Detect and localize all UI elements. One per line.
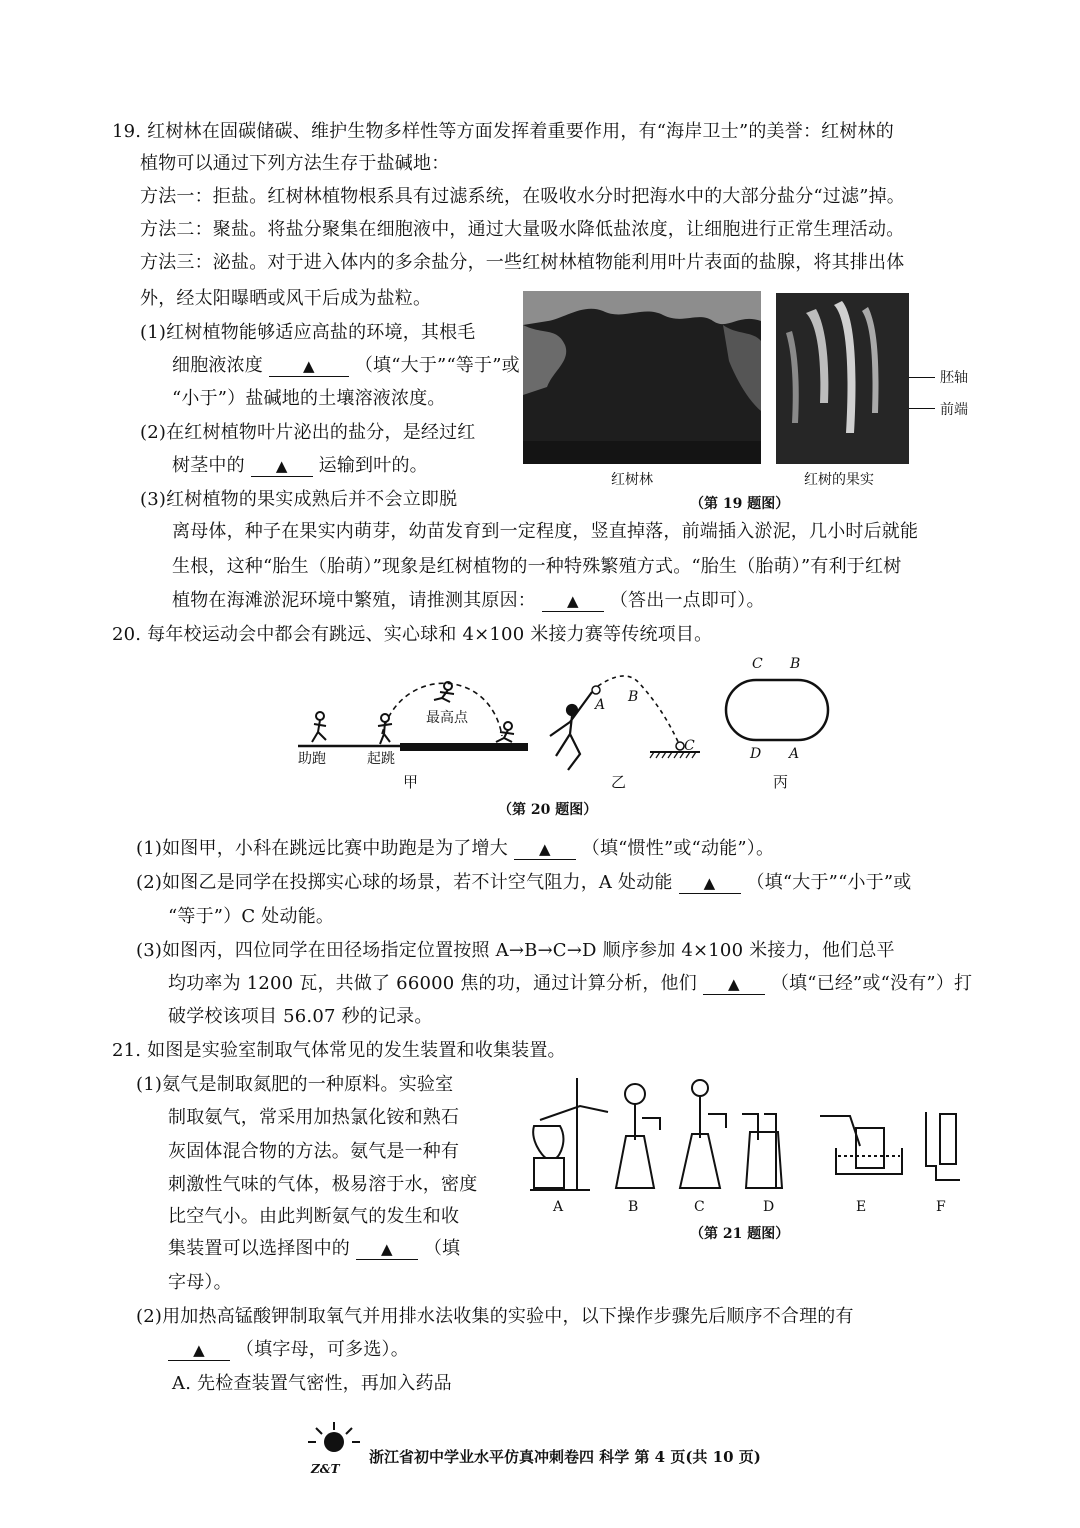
q20-sub2-cont: “等于”）C 处动能。 — [168, 906, 335, 927]
q19-sub1-line-a: (1)红树植物能够适应高盐的环境，其根毛 — [140, 322, 476, 343]
q19-line-1: 19. 红树林在固碳储碳、维护生物多样性等方面发挥着重要作用，有“海岸卫士”的美誉：红树林的 — [112, 121, 894, 142]
q19-sub1-line-b — [172, 355, 520, 377]
q19-figure-caption: （第 19 题图） — [690, 496, 790, 512]
blank-triangle-icon: ▲ — [703, 874, 716, 892]
q20-sub3-answer-blank[interactable] — [703, 974, 765, 995]
yi-point-c: C — [684, 738, 695, 754]
q20-sub2-text-pre: (2)如图乙是同学在投掷实心球的场景，若不计空气阻力，A 处动能 — [136, 872, 673, 893]
figure-bing-label: 丙 — [773, 773, 789, 791]
q19-sub2-text-pre: 树茎中的 — [172, 455, 245, 476]
q19-sub3-line-a: (3)红树植物的果实成熟后并不会立即脱 — [140, 489, 458, 510]
q20-sub3-line-b — [168, 973, 972, 995]
q20-sub1-text-post: （填“惯性”或“动能”）。 — [581, 838, 775, 859]
q20-intro: 20. 每年校运动会中都会有跳远、实心球和 4×100 米接力赛等传统项目。 — [112, 624, 713, 645]
q20-sub2-text-post: （填“大于”“小于”或 — [746, 872, 912, 893]
q19-sub2-line-a: (2)在红树植物叶片泌出的盐分，是经过红 — [140, 422, 476, 443]
blank-triangle-icon: ▲ — [303, 357, 315, 375]
q19-sub3-text-post: （答出一点即可）。 — [609, 590, 765, 611]
q21-sub1-answer-blank[interactable] — [356, 1239, 418, 1260]
track-diagram — [722, 670, 832, 750]
q19-sub1-text-post: （填“大于”“等于”或 — [354, 355, 520, 376]
q19-method-2: 方法二：聚盐。将盐分聚集在细胞液中，通过大量吸水降低盐浓度，让细胞进行正常生理活动。 — [140, 219, 905, 240]
q21-sub1-line-b: 制取氨气，常采用加热氯化铵和熟石 — [168, 1107, 460, 1128]
q20-sub1 — [136, 838, 774, 860]
apparatus-label-f: F — [936, 1199, 946, 1215]
apparatus-label-a: A — [553, 1199, 564, 1215]
bing-point-a: A — [789, 746, 800, 762]
q21-sub2-answer-blank[interactable] — [168, 1340, 230, 1361]
q20-sub3-text-post: （填“已经”或“没有”）打 — [770, 973, 973, 994]
q21-sub2-line-b — [168, 1339, 409, 1361]
q19-sub1-line-c: “小于”）盐碱地的土壤溶液浓度。 — [172, 388, 446, 409]
q21-sub1-line-a: (1)氨气是制取氮肥的一种原料。实验室 — [136, 1074, 454, 1095]
blank-triangle-icon: ▲ — [728, 975, 740, 993]
blank-triangle-icon: ▲ — [193, 1341, 205, 1359]
photo2-caption: 红树的果实 — [804, 472, 874, 488]
q21-sub1-text-pre: 集装置可以选择图中的 — [168, 1238, 350, 1259]
q20-sub3-line-a: (3)如图丙，四位同学在田径场指定位置按照 A→B→C→D 顺序参加 4×100 米接力，他们总平 — [136, 940, 895, 961]
jia-takeoff-label: 起跳 — [367, 751, 395, 767]
q21-intro: 21. 如图是实验室制取气体常见的发生装置和收集装置。 — [112, 1040, 566, 1061]
long-jump-diagram — [290, 676, 530, 766]
apparatus-label-b: B — [628, 1199, 639, 1215]
q20-sub1-text-pre: (1)如图甲，小科在跳远比赛中助跑是为了增大 — [136, 838, 508, 859]
q19-sub1-text-pre: 细胞液浓度 — [172, 355, 263, 376]
q20-sub1-answer-blank[interactable] — [514, 839, 576, 860]
apparatus-label-e: E — [856, 1199, 867, 1215]
q19-method-1: 方法一：拒盐。红树林植物根系具有过滤系统，在吸收水分时把海水中的大部分盐分“过滤”掉。 — [140, 186, 905, 207]
apparatus-label-d: D — [763, 1199, 775, 1215]
q21-sub1-line-f — [168, 1238, 460, 1260]
q19-line-2: 植物可以通过下列方法生存于盐碱地： — [140, 153, 450, 174]
gas-apparatus-diagram — [520, 1070, 980, 1200]
q19-method-3: 方法三：泌盐。对于进入体内的多余盐分，一些红树林植物能利用叶片表面的盐腺，将其排出体 — [140, 252, 905, 273]
q21-figure-caption: （第 21 题图） — [690, 1226, 790, 1242]
q21-option-a: A. 先检查装置气密性，再加入药品 — [172, 1373, 452, 1394]
blank-triangle-icon: ▲ — [381, 1240, 393, 1258]
q20-sub3-line-c: 破学校该项目 56.07 秒的记录。 — [168, 1006, 433, 1027]
jia-peak-label: 最高点 — [426, 710, 468, 726]
jia-runup-label: 助跑 — [298, 751, 326, 767]
figure-yi-label: 乙 — [611, 773, 627, 791]
q21-sub1-text-post: （填 — [423, 1238, 461, 1259]
apparatus-label-c: C — [694, 1199, 705, 1215]
q19-sub3-line-c: 生根，这种“胎生（胎萌）”现象是红树植物的一种特殊繁殖方式。“胎生（胎萌）”有利于红树 — [172, 556, 902, 577]
tip-pointer-line — [909, 408, 935, 409]
blank-triangle-icon: ▲ — [538, 840, 551, 858]
q19-sub3-answer-blank[interactable] — [542, 591, 604, 612]
q21-sub1-line-e: 比空气小。由此判断氨气的发生和收 — [168, 1206, 460, 1227]
q20-sub2 — [136, 872, 911, 894]
blank-triangle-icon: ▲ — [567, 592, 579, 610]
bing-point-b: B — [790, 656, 801, 672]
shot-put-diagram — [540, 674, 710, 774]
q19-sub2-answer-blank[interactable] — [251, 456, 313, 477]
yi-point-b: B — [628, 689, 639, 705]
q21-sub1-line-g: 字母）。 — [168, 1272, 232, 1293]
bing-point-c: C — [752, 656, 763, 672]
q19-sub2-line-b — [172, 455, 428, 477]
publisher-logo-icon — [306, 1420, 362, 1464]
q20-figure-caption: （第 20 题图） — [498, 802, 598, 818]
q19-sub3-line-b: 离母体，种子在果实内萌芽，幼苗发育到一定程度，竖直掉落，前端插入淤泥，几小时后就能 — [172, 521, 919, 542]
label-hypocotyl: 胚轴 — [940, 370, 968, 386]
q21-sub2-line-a: (2)用加热高锰酸钾制取氧气并用排水法收集的实验中，以下操作步骤先后顺序不合理的有 — [136, 1306, 854, 1327]
q20-sub2-answer-blank[interactable] — [679, 873, 741, 894]
q19-sub3-text-pre: 植物在海滩淤泥环境中繁殖，请推测其原因： — [172, 590, 536, 611]
q21-sub1-line-d: 刺激性气味的气体，极易溶于水，密度 — [168, 1174, 478, 1195]
photo1-caption: 红树林 — [611, 472, 653, 488]
bing-point-d: D — [750, 746, 762, 762]
yi-point-a: A — [595, 697, 606, 713]
blank-triangle-icon: ▲ — [275, 457, 288, 475]
q20-sub3-text-pre: 均功率为 1200 瓦，共做了 66000 焦的功，通过计算分析，他们 — [168, 973, 697, 994]
q19-sub1-answer-blank[interactable] — [269, 356, 349, 377]
q21-sub1-line-c: 灰固体混合物的方法。氨气是一种有 — [168, 1141, 460, 1162]
publisher-logo-text: Z&T — [311, 1462, 340, 1476]
mangrove-fruit-photo — [776, 293, 909, 464]
q19-method-3-cont: 外，经太阳曝晒或风干后成为盐粒。 — [140, 288, 432, 309]
page-footer: 浙江省初中学业水平仿真冲刺卷四 科学 第 4 页(共 10 页) — [369, 1448, 761, 1466]
hypocotyl-pointer-line — [909, 377, 935, 378]
q21-sub2-text-post: （填字母，可多选）。 — [235, 1339, 409, 1360]
label-tip: 前端 — [940, 402, 968, 418]
q19-sub2-text-post: 运输到叶的。 — [318, 455, 428, 476]
mangrove-forest-photo — [523, 291, 761, 464]
figure-jia-label: 甲 — [403, 773, 419, 791]
q19-sub3-line-d — [172, 590, 765, 612]
